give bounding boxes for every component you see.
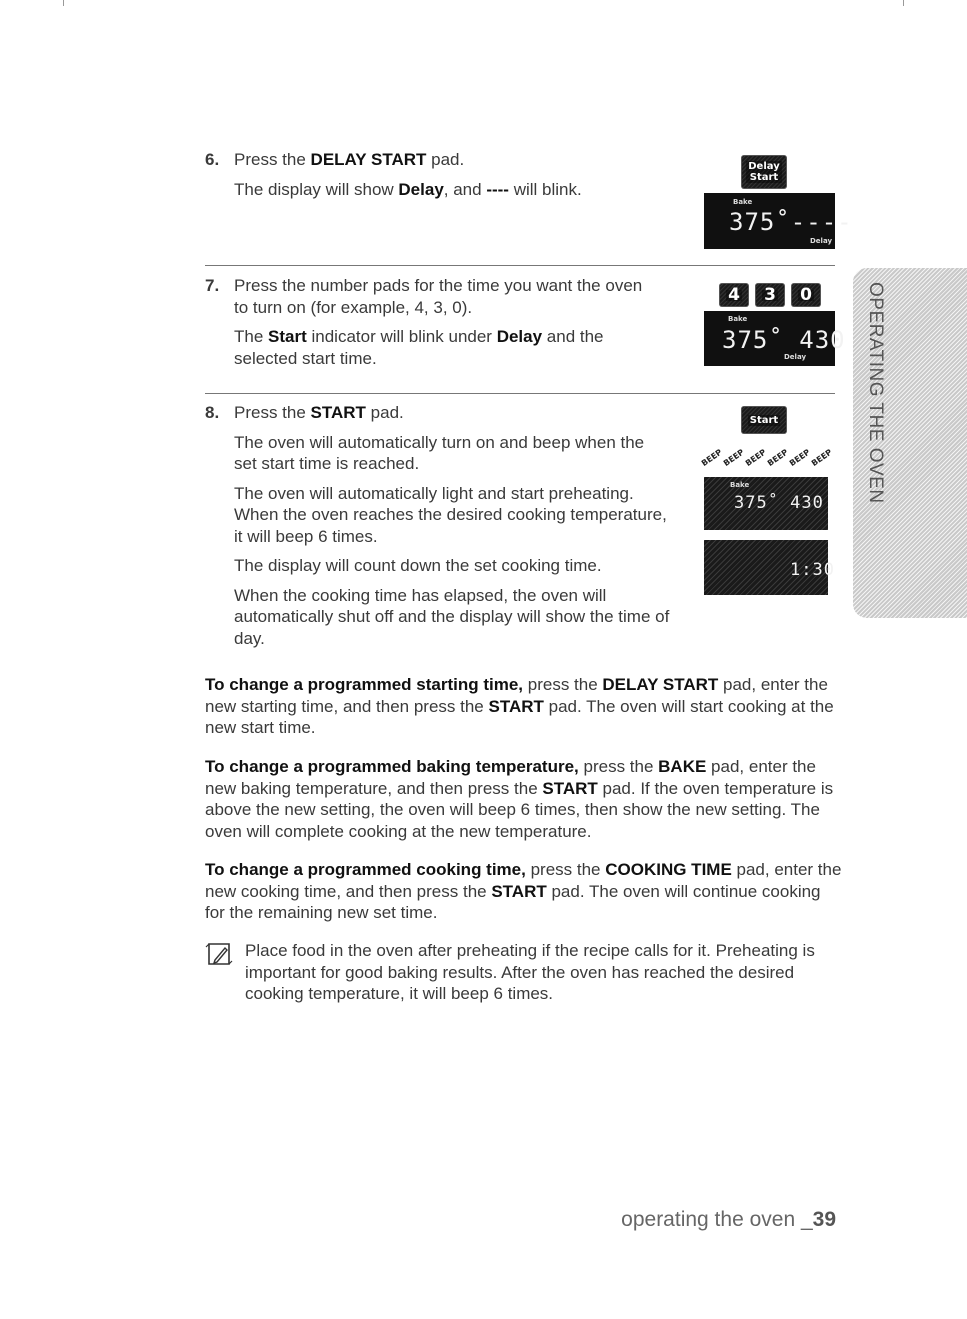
pad-label: 0 xyxy=(800,284,812,305)
step-body xyxy=(234,402,670,649)
bold-text: START xyxy=(488,696,544,716)
step-line: The oven will automatically turn on and beep when the set start time is reached. xyxy=(234,432,645,473)
oven-display-countdown xyxy=(704,540,835,595)
beep-label: BEEP xyxy=(699,447,724,468)
bold-text: BAKE xyxy=(658,757,707,776)
display-value: 375˚---- xyxy=(729,208,853,236)
page-footer xyxy=(621,1208,836,1232)
display-mode-label: Bake xyxy=(728,315,748,323)
step-line: The display will count down the set cooking time. xyxy=(234,556,602,575)
step-body xyxy=(234,275,660,369)
display-mode-label: Bake xyxy=(730,481,750,489)
info-paragraph: To change a programmed cooking time, press the COOKING TIME pad, enter the new cooking time, and then press the START pad. The oven will continue cooking for the remaining new set time. xyxy=(205,860,842,922)
oven-display-delay xyxy=(704,193,853,249)
divider xyxy=(205,265,835,266)
step-line: Press the number pads for the time you want the oven to turn on (for example, 4, 3, 0). xyxy=(234,276,643,317)
bold-text: ---- xyxy=(486,179,509,199)
pad-label: 3 xyxy=(764,284,776,305)
display-indicator-label: Delay xyxy=(810,237,833,245)
beep-label: BEEP xyxy=(809,447,834,468)
step-number: 8. xyxy=(205,403,220,422)
step-number: 6. xyxy=(205,150,220,169)
beep-marks xyxy=(699,437,834,468)
bold-text: COOKING TIME xyxy=(605,860,732,879)
step-line: Press the START pad. xyxy=(234,403,404,422)
number-pad-3 xyxy=(755,283,785,307)
oven-display-preheat xyxy=(704,477,828,530)
bold-text: Delay xyxy=(398,179,444,199)
beep-label: BEEP xyxy=(765,447,790,468)
note-pencil-icon xyxy=(205,942,233,966)
beep-label: BEEP xyxy=(743,447,768,468)
beep-label: BEEP xyxy=(721,447,746,468)
delay-start-pad xyxy=(741,155,787,189)
step-line: The oven will automatically light and start preheating. When the oven reaches the desired cooking temperature, it will beep 6 times. xyxy=(234,483,667,546)
bold-text: To change a programmed cooking time, xyxy=(205,860,526,879)
bold-text: START xyxy=(310,403,366,422)
pad-label: Delay Start xyxy=(748,161,780,183)
step-8 xyxy=(205,402,670,657)
info-paragraph: To change a programmed baking temperature, press the BAKE pad, enter the new baking temperature, and then press the START pad. If the oven temperature is above the new setting, the oven will beep 6 times, then show the new setting. The oven will complete cooking at the new temperature. xyxy=(205,757,834,841)
footer-text: operating the oven _ xyxy=(621,1208,813,1231)
bold-text: DELAY START xyxy=(310,150,427,169)
side-tab-label: OPERATING THE OVEN xyxy=(865,282,886,504)
crop-mark-left xyxy=(63,0,64,6)
step-line: The display will show Delay, and ---- will blink. xyxy=(234,179,582,199)
bold-text: Start xyxy=(268,327,307,346)
step-line: When the cooking time has elapsed, the oven will automatically shut off and the display will show the time of day. xyxy=(234,585,670,648)
start-pad xyxy=(741,406,787,434)
pad-label: 4 xyxy=(728,284,740,305)
note-text: Place food in the oven after preheating if the recipe calls for it. Preheating is important for good baking results. After the oven has reached the desired cooking temperature, it will beep 6 times. xyxy=(245,941,815,1003)
display-mode-label: Bake xyxy=(733,198,753,206)
crop-mark-right xyxy=(903,0,904,6)
step-6 xyxy=(205,149,685,208)
bold-text: Delay xyxy=(496,327,543,346)
number-pad-0 xyxy=(791,283,821,307)
note-block xyxy=(205,940,845,1005)
display-value: 1:30 xyxy=(790,560,835,580)
bold-text: To change a programmed starting time, xyxy=(205,675,524,694)
display-indicator-label: Delay xyxy=(784,353,807,361)
step-number: 7. xyxy=(205,276,220,295)
beep-label: BEEP xyxy=(787,447,812,468)
step-line: The Start indicator will blink under Delay and the selected start time. xyxy=(234,327,604,368)
number-pad-4 xyxy=(719,283,749,307)
bold-text: START xyxy=(542,778,598,798)
bold-text: To change a programmed baking temperature, xyxy=(205,757,579,776)
step-body xyxy=(234,149,685,200)
step-7 xyxy=(205,275,660,377)
oven-display-start-time xyxy=(704,311,846,366)
pad-label: Start xyxy=(749,414,779,426)
bold-text: DELAY START xyxy=(602,675,719,694)
page-number: 39 xyxy=(812,1208,836,1231)
step-line: Press the DELAY START pad. xyxy=(234,150,465,169)
display-value: 375˚ 430 xyxy=(722,326,846,354)
bold-text: START xyxy=(491,881,547,901)
divider xyxy=(205,393,835,394)
display-value: 375˚ 430 xyxy=(734,493,824,513)
info-paragraph: To change a programmed starting time, press the DELAY START pad, enter the new starting time, and then press the START pad. The oven will start cooking at the new start time. xyxy=(205,675,834,737)
